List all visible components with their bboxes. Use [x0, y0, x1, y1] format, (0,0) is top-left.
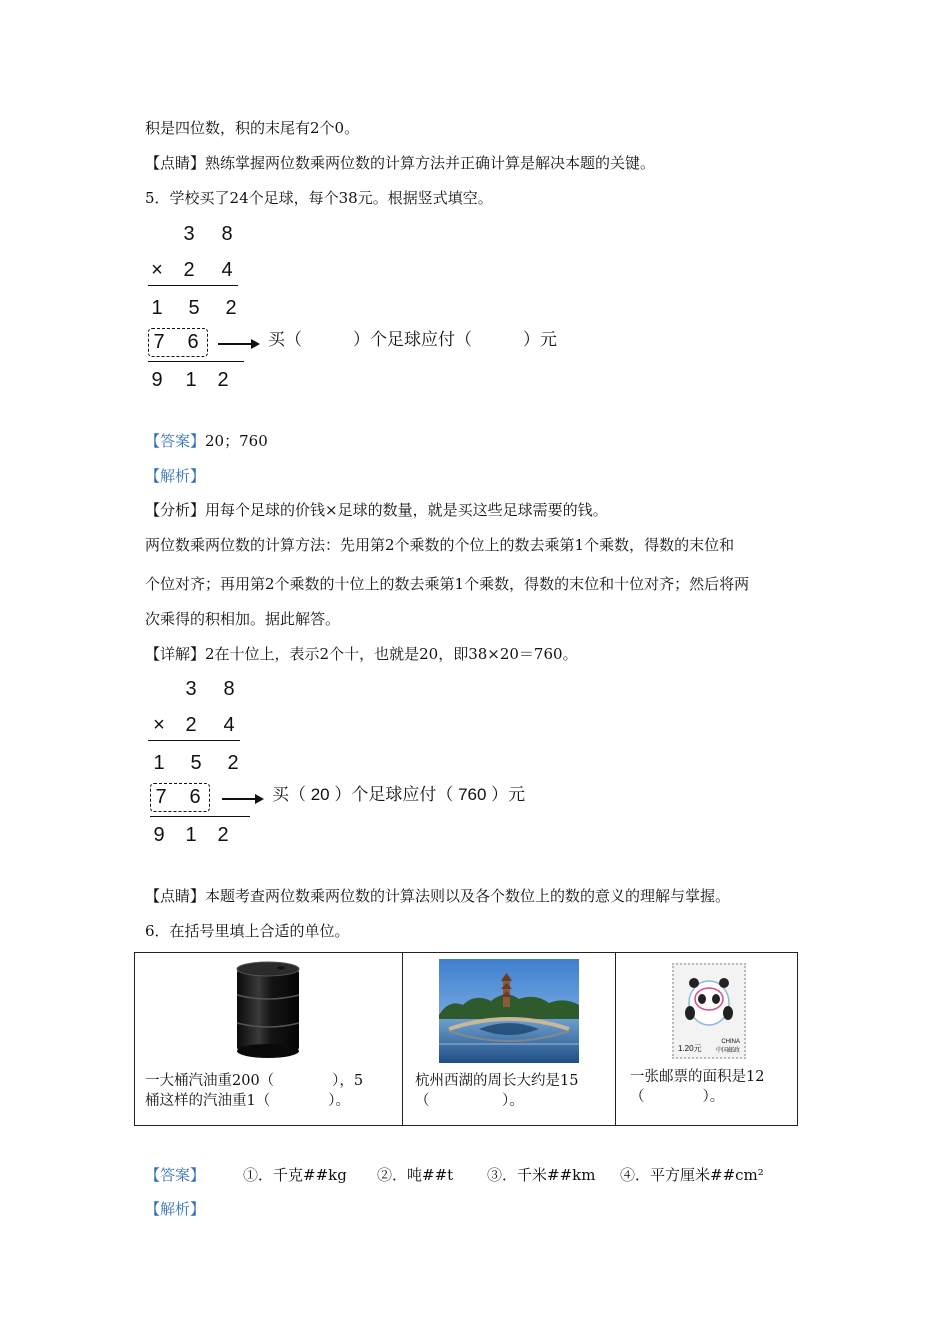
- stamp-post: 中国邮政: [715, 1048, 740, 1054]
- oil-barrel-icon: [235, 961, 301, 1059]
- calc-rule: [150, 816, 250, 817]
- q6-title: 6．在括号里填上合适的单位。: [145, 922, 350, 940]
- units-table: [134, 952, 798, 1126]
- digit: 4: [221, 259, 233, 281]
- detail-text: 2在十位上，表示2个十，也就是20，即38×20＝760。: [205, 645, 578, 663]
- table-cell: [403, 953, 616, 1126]
- digit: 5: [188, 297, 200, 319]
- q5-tip: [145, 886, 730, 906]
- digit: 9: [153, 824, 165, 846]
- detail-line: [145, 644, 578, 664]
- calc-rule: [148, 361, 244, 362]
- stamp-country: CHINA: [721, 1039, 740, 1045]
- digit: 2: [217, 824, 229, 846]
- analysis-tag: 【解析】: [145, 467, 206, 485]
- cell-caption: （ ）。: [630, 1089, 725, 1105]
- analysis-head: 【分析】: [145, 501, 206, 519]
- q6-answer-tag: 【答案】: [145, 1166, 206, 1184]
- digit: 2: [185, 714, 197, 736]
- west-lake-photo-icon: [439, 959, 579, 1063]
- arrow-icon: [222, 798, 262, 800]
- q6-answer-2: ②．吨##t: [377, 1166, 454, 1184]
- q6-analysis-tag: 【解析】: [145, 1200, 206, 1218]
- tip-text: 本题考查两位数乘两位数的计算法则以及各个数位上的数的意义的理解与掌握。: [205, 887, 731, 905]
- stamp-price: 1.20元: [678, 1044, 702, 1053]
- cell-caption: 杭州西湖的周长大约是15: [415, 1073, 579, 1089]
- analysis-line: [145, 500, 608, 520]
- digit: 1: [151, 297, 163, 319]
- calc-rule: [148, 285, 238, 286]
- filled-sentence: 买（ 20 ）个足球应付（ 760 ）元: [272, 785, 526, 804]
- q6-answer-4: ④．平方厘米##cm²: [620, 1166, 764, 1184]
- digit: 7: [153, 331, 165, 353]
- blank-sentence: 买（ ）个足球应付（ ）元: [268, 330, 557, 349]
- calc-blank: [148, 222, 568, 392]
- digit: 6: [189, 786, 201, 808]
- digit: 1: [185, 369, 197, 391]
- method-line: 两位数乘两位数的计算方法：先用第2个乘数的个位上的数去乘第1个乘数，得数的末位和: [145, 536, 735, 554]
- tip-tag: 【点睛】: [145, 154, 206, 172]
- times-sign: ×: [153, 714, 165, 736]
- times-sign: ×: [151, 259, 163, 281]
- q6-answer-1: ①．千克##kg: [243, 1166, 347, 1184]
- q4-tip: [145, 153, 655, 173]
- table-cell: [616, 953, 798, 1126]
- q5-title: 5．学校买了24个足球，每个38元。根据竖式填空。: [145, 189, 493, 207]
- calc-filled: [148, 677, 578, 847]
- table-cell: [135, 953, 403, 1126]
- calc-rule: [148, 740, 240, 741]
- answer-line: [145, 431, 268, 451]
- intro-line: 积是四位数，积的末尾有2个0。: [145, 119, 360, 137]
- digit: 6: [187, 331, 199, 353]
- tip-tag: 【点睛】: [145, 887, 206, 905]
- tip-text: 熟练掌握两位数乘两位数的计算方法并正确计算是解决本题的关键。: [205, 154, 656, 172]
- digit: 2: [183, 259, 195, 281]
- digit: 9: [151, 369, 163, 391]
- digit: 2: [227, 752, 239, 774]
- q6-answer-3: ③．千米##km: [487, 1166, 596, 1184]
- digit: 4: [223, 714, 235, 736]
- digit: 7: [155, 786, 167, 808]
- digit: 2: [225, 297, 237, 319]
- cell-caption: （ ）。: [415, 1093, 524, 1109]
- digit: 5: [190, 752, 202, 774]
- cell-caption: 桶这样的汽油重1（ ）。: [145, 1093, 350, 1109]
- analysis-text: 用每个足球的价钱×足球的数量，就是买这些足球需要的钱。: [205, 501, 608, 519]
- cell-caption: 一张邮票的面积是12: [630, 1069, 765, 1085]
- digit: 1: [185, 824, 197, 846]
- method-line: 次乘得的积相加。据此解答。: [145, 610, 341, 628]
- digit: 2: [217, 369, 229, 391]
- detail-head: 【详解】: [145, 645, 206, 663]
- digit: 3: [185, 678, 197, 700]
- cell-caption: 一大桶汽油重200（ ），5: [145, 1073, 364, 1089]
- stamp: [672, 963, 746, 1059]
- answer-tag: 【答案】: [145, 432, 206, 450]
- digit: 8: [223, 678, 235, 700]
- arrow-icon: [218, 343, 258, 345]
- digit: 8: [221, 223, 233, 245]
- method-line: 个位对齐；再用第2个乘数的十位上的数去乘第1个乘数，得数的末位和十位对齐；然后将两: [145, 575, 750, 593]
- digit: 3: [183, 223, 195, 245]
- digit: 1: [153, 752, 165, 774]
- panda-mascot-icon: [682, 973, 736, 1031]
- answer-text: 20；760: [205, 432, 268, 450]
